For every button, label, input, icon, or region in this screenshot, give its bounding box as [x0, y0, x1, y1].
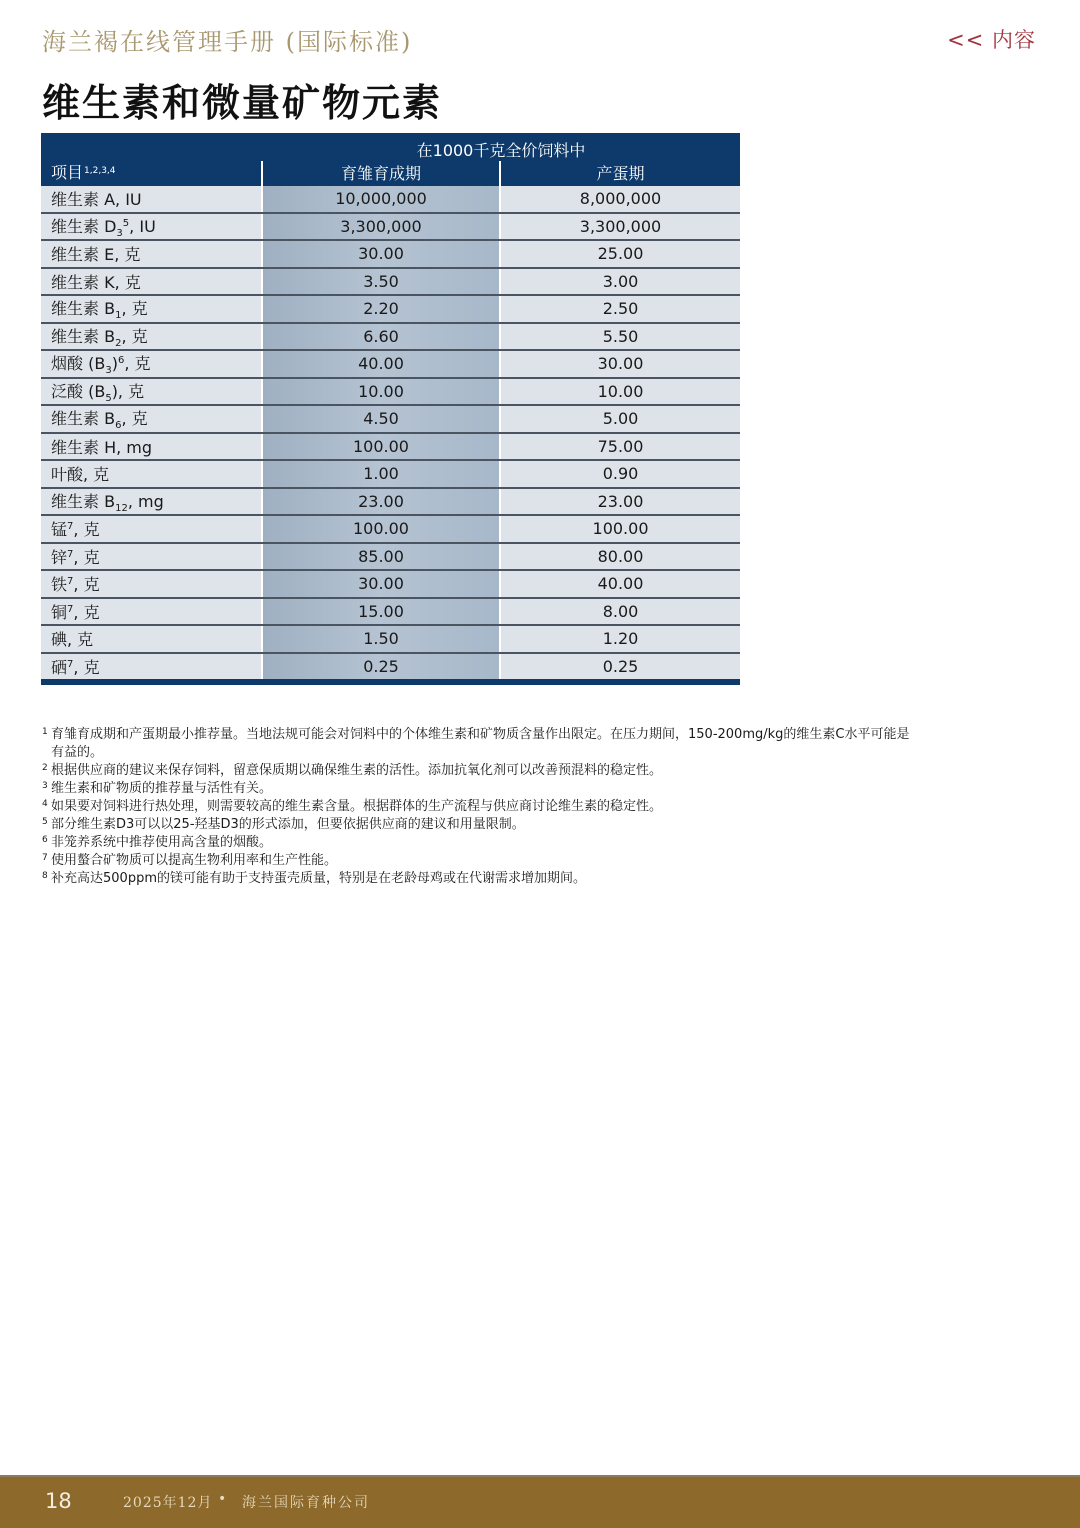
cell-grower-value: 15.00: [262, 598, 500, 626]
footnote-number: 1: [42, 727, 48, 737]
nutrient-name: 硒: [51, 657, 68, 677]
footnote-ref: 6: [117, 355, 125, 367]
table-row: [41, 433, 740, 461]
cell-nutrient: [41, 460, 262, 488]
cell-nutrient: [41, 570, 262, 598]
cell-grower-value: 40.00: [262, 350, 500, 378]
footnote-ref: 7: [67, 548, 74, 560]
nutrient-name: 维生素 E, 克: [51, 245, 141, 265]
cell-nutrient: [41, 543, 262, 571]
subscript: 12: [115, 502, 128, 514]
cell-nutrient: [41, 323, 262, 351]
table-row: [41, 488, 740, 516]
cell-layer-value: 40.00: [500, 570, 740, 598]
footnote: [42, 798, 912, 816]
footnote-text: 育雏育成期和产蛋期最小推荐量。当地法规可能会对饲料中的个体维生素和矿物质含量作出限定。在压力期间，150-200mg/kg的维生素C水平可能是有益的。: [51, 727, 910, 760]
cell-grower-value: 0.25: [262, 653, 500, 683]
footnote: [42, 762, 912, 780]
cell-layer-value: 1.20: [500, 625, 740, 653]
cell-grower-value: 23.00: [262, 488, 500, 516]
cell-grower-value: 3.50: [262, 268, 500, 296]
cell-grower-value: 100.00: [262, 433, 500, 461]
table-row: [41, 240, 740, 268]
cell-layer-value: 30.00: [500, 350, 740, 378]
nutrient-name: 维生素 A, IU: [51, 190, 142, 210]
nutrient-unit: , 克: [73, 520, 100, 540]
table-row: [41, 405, 740, 433]
footnote-text: 补充高达500ppm的镁可能有助于支持蛋壳质量，特别是在老龄母鸡或在代谢需求增加期间。: [51, 871, 586, 886]
footnote-text: 根据供应商的建议来保存饲料，留意保质期以确保维生素的活性。添加抗氧化剂可以改善预混料的稳定性。: [51, 763, 663, 778]
nutrient-unit: , 克: [73, 575, 100, 595]
nutrient-name: 锌: [51, 547, 68, 567]
nutrient-unit: , 克: [73, 602, 100, 622]
footnote-number: 5: [42, 817, 48, 827]
footnote: [42, 834, 912, 852]
cell-layer-value: 8.00: [500, 598, 740, 626]
footnote: [42, 816, 912, 834]
cell-layer-value: 80.00: [500, 543, 740, 571]
nutrient-name: 维生素 B: [51, 326, 116, 346]
table-row: [41, 186, 740, 213]
nutrient-name: 泛酸 (B: [51, 381, 106, 401]
footnote-number: 6: [42, 835, 48, 845]
cell-layer-value: 75.00: [500, 433, 740, 461]
nutrient-unit: , 克: [73, 547, 100, 567]
cell-grower-value: 10,000,000: [262, 186, 500, 213]
nutrient-name: 维生素 D: [51, 216, 117, 236]
cell-nutrient: [41, 378, 262, 406]
cell-layer-value: 0.25: [500, 653, 740, 683]
cell-layer-value: 0.90: [500, 460, 740, 488]
nutrient-name: 维生素 B: [51, 491, 116, 511]
cell-nutrient: [41, 515, 262, 543]
vitamin-mineral-table: [41, 133, 740, 685]
cell-grower-value: 4.50: [262, 405, 500, 433]
footnote-text: 非笼养系统中推荐使用高含量的烟酸。: [51, 835, 273, 850]
cell-layer-value: 25.00: [500, 240, 740, 268]
table-row: [41, 515, 740, 543]
footnote-text: 维生素和矿物质的推荐量与活性有关。: [51, 781, 273, 796]
subscript: 1: [115, 310, 122, 322]
footer-date: 2025年12月: [123, 1495, 213, 1511]
table-row: [41, 543, 740, 571]
cell-nutrient: [41, 653, 262, 683]
table-row: [41, 653, 740, 683]
footnote-number: 3: [42, 781, 48, 791]
footnote-number: 8: [42, 871, 48, 881]
cell-nutrient: [41, 240, 262, 268]
contents-link[interactable]: << 内容: [947, 28, 1036, 52]
subscript: 6: [115, 420, 122, 432]
cell-nutrient: [41, 405, 262, 433]
cell-grower-value: 100.00: [262, 515, 500, 543]
footnote: [42, 780, 912, 798]
table-row: [41, 268, 740, 296]
footnote-text: 如果要对饲料进行热处理，则需要较高的维生素含量。根据群体的生产流程与供应商讨论维生素的稳定性。: [51, 799, 663, 814]
nutrient-unit: , 克: [73, 657, 100, 677]
footnote-text: 使用螯合矿物质可以提高生物利用率和生产性能。: [51, 853, 338, 868]
footnote-ref: 7: [67, 521, 74, 533]
table-row: [41, 598, 740, 626]
nutrient-name: 维生素 H, mg: [51, 437, 153, 457]
cell-grower-value: 85.00: [262, 543, 500, 571]
page-number: 18: [45, 1489, 72, 1513]
running-title: 海兰褐在线管理手册 (国际标准): [42, 28, 413, 56]
column-header-item: [41, 133, 262, 186]
footnote-number: 4: [42, 799, 48, 809]
nutrient-name: 锰: [51, 520, 68, 540]
footnote: [42, 726, 912, 762]
table-row: [41, 213, 740, 241]
cell-layer-value: 5.00: [500, 405, 740, 433]
footnote-ref: 5: [122, 217, 130, 229]
subscript: 2: [115, 337, 122, 349]
nutrient-unit: ), 克: [111, 381, 145, 401]
cell-nutrient: [41, 213, 262, 241]
subscript: 5: [105, 392, 112, 404]
item-label: 项目: [51, 163, 84, 182]
footer-company: 海兰国际育种公司: [242, 1495, 370, 1511]
footer-bar: [0, 1475, 1080, 1528]
table-row: [41, 350, 740, 378]
cell-grower-value: 30.00: [262, 570, 500, 598]
table-row: [41, 625, 740, 653]
cell-nutrient: [41, 350, 262, 378]
cell-grower-value: 1.50: [262, 625, 500, 653]
cell-nutrient: [41, 598, 262, 626]
cell-nutrient: [41, 433, 262, 461]
cell-layer-value: 23.00: [500, 488, 740, 516]
cell-layer-value: 8,000,000: [500, 186, 740, 213]
cell-layer-value: 3.00: [500, 268, 740, 296]
footnote-number: 7: [42, 853, 48, 863]
cell-nutrient: [41, 295, 262, 323]
table-row: [41, 460, 740, 488]
column-group-header: 在1000千克全价饲料中: [262, 133, 740, 161]
footnote: [42, 870, 912, 888]
nutrient-unit: , IU: [129, 216, 156, 236]
subscript: 3: [105, 365, 112, 377]
footnote-text: 部分维生素D3可以以25-羟基D3的形式添加，但要依据供应商的建议和用量限制。: [51, 817, 525, 832]
nutrient-name: 铁: [51, 575, 68, 595]
nutrient-unit: , 克: [124, 354, 151, 374]
cell-grower-value: 3,300,000: [262, 213, 500, 241]
footnote: [42, 852, 912, 870]
nutrient-unit: , 克: [121, 326, 148, 346]
cell-grower-value: 30.00: [262, 240, 500, 268]
cell-layer-value: 5.50: [500, 323, 740, 351]
cell-nutrient: [41, 488, 262, 516]
cell-nutrient: [41, 268, 262, 296]
footnote-ref: 7: [67, 603, 74, 615]
table-row: [41, 570, 740, 598]
nutrient-name: 维生素 B: [51, 299, 116, 319]
item-footnote-refs: 1,2,3,4: [84, 166, 116, 176]
nutrient-name: 铜: [51, 602, 68, 622]
footnotes: [42, 726, 912, 888]
nutrient-name: 烟酸 (B: [51, 354, 106, 374]
table-row: [41, 323, 740, 351]
nutrient-unit: , mg: [127, 491, 164, 511]
table-row: [41, 295, 740, 323]
nutrient-name-mid: ): [111, 354, 118, 374]
nutrient-name: 维生素 B: [51, 409, 116, 429]
footnote-ref: 7: [67, 576, 74, 588]
column-header-layer: 产蛋期: [500, 161, 740, 186]
footnote-ref: 7: [67, 658, 74, 670]
nutrient-name: 叶酸, 克: [51, 465, 110, 485]
cell-grower-value: 2.20: [262, 295, 500, 323]
cell-grower-value: 6.60: [262, 323, 500, 351]
table-row: [41, 378, 740, 406]
cell-grower-value: 10.00: [262, 378, 500, 406]
nutrient-name: 碘, 克: [51, 630, 94, 650]
page-title: 维生素和微量矿物元素: [42, 81, 443, 125]
cell-nutrient: [41, 186, 262, 213]
nutrient-name: 维生素 K, 克: [51, 272, 141, 292]
cell-nutrient: [41, 625, 262, 653]
cell-grower-value: 1.00: [262, 460, 500, 488]
nutrient-unit: , 克: [121, 299, 148, 319]
column-header-grower: 育雏育成期: [262, 161, 500, 186]
footer-separator: •: [218, 1491, 227, 1507]
footnote-number: 2: [42, 763, 48, 773]
cell-layer-value: 10.00: [500, 378, 740, 406]
cell-layer-value: 100.00: [500, 515, 740, 543]
cell-layer-value: 2.50: [500, 295, 740, 323]
nutrient-unit: , 克: [121, 409, 148, 429]
subscript: 3: [116, 227, 123, 239]
cell-layer-value: 3,300,000: [500, 213, 740, 241]
